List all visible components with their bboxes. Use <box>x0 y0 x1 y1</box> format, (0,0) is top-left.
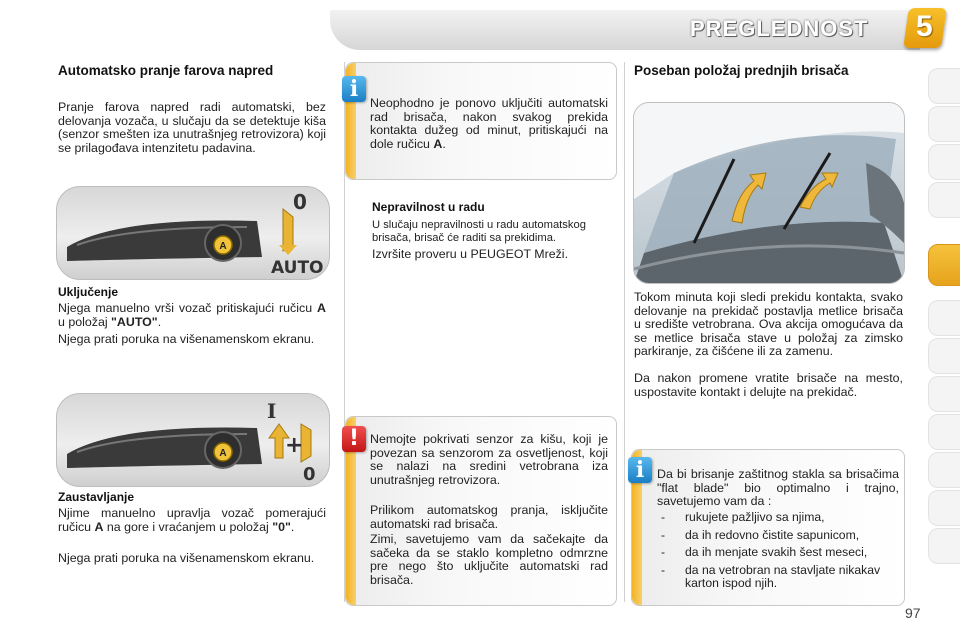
wiper-position-paragraph-2: Da nakon promene vratite brisače na mesto, uspostavite kontakt i delujte na prekidač. <box>634 371 903 399</box>
list-item: - da na vetrobran na stavljate nikakav karton ispod njih. <box>657 564 901 591</box>
note1-text-b: A <box>433 136 443 151</box>
chapter-tab-7[interactable] <box>928 338 960 374</box>
windscreen-illustration <box>633 102 905 284</box>
page-title: PREGLEDNOST <box>690 16 869 41</box>
fault-title: Nepravilnost u radu <box>372 200 485 214</box>
switch-on-text-b: A <box>317 301 326 315</box>
stalk-illustration-off <box>56 393 330 487</box>
flat-blade-advice-list <box>657 511 901 595</box>
section-title-headlamp-wash: Automatsko pranje farova napred <box>58 63 274 78</box>
windscreen-drawing <box>634 103 904 283</box>
fault-paragraph-2: Izvršite proveru u PEUGEOT Mreži. <box>372 247 569 261</box>
column-divider-2 <box>624 62 625 602</box>
stalk-off-drawing <box>57 394 329 486</box>
chapter-number: 5 <box>916 10 933 43</box>
info-icon: i <box>342 76 366 102</box>
position-one-label: I <box>267 399 277 423</box>
warning-paragraph-2: Prilikom automatskog pranja, isključite automatski rad brisača. <box>370 503 608 531</box>
stalk-auto-drawing <box>57 187 329 279</box>
note1-text-c: . <box>442 136 446 151</box>
warning-icon: ! <box>342 426 366 452</box>
info-note-reactivate-text <box>370 97 608 151</box>
position-plus-label: + <box>285 433 304 458</box>
chapter-tab-11[interactable] <box>928 490 960 526</box>
wiper-position-paragraph-1: Tokom minuta koji sledi prekidu kontakta, svako delovanje na prekidač postavlja metlice brisača u središte vetrobrana. Ova akcija omogućava da se metlice brisača stave u položaj za zimsko parkiranje, za čišćene ili za zamenu. <box>634 290 903 359</box>
chapter-tab-4[interactable] <box>928 182 960 218</box>
chapter-tab-10[interactable] <box>928 452 960 488</box>
switch-on-paragraph-2: Njega prati poruka na višenamenskom ekranu. <box>58 332 315 346</box>
stalk-illustration-auto <box>56 186 330 280</box>
page-number: 97 <box>905 605 921 621</box>
headlamp-wash-intro: Pranje farova napred radi automatski, bez delovanja vozača, u slučaju da se detektuje kiša (senzor smešten iza unutrašnjeg retrovizora) koji se prilagođava intenzitetu padavina. <box>58 100 326 155</box>
position-zero-label-2: 0 <box>303 464 316 485</box>
position-zero-label-1: 0 <box>293 190 307 214</box>
warning-paragraph-3: Zimi, savetujemo vam da sačekajte da sačeka da se staklo kompletno odmrzne pre nego što uključite automatski rad brisača. <box>370 532 608 587</box>
fault-paragraph-1: U slučaju nepravilnosti u radu automatskog brisača, brisač će raditi sa prekidima. <box>372 219 586 244</box>
switch-off-paragraph-2: Njega prati poruka na višenamenskom ekranu. <box>58 551 315 565</box>
ring-label-a-2: A <box>219 448 227 459</box>
list-item: - da ih menjate svakih šest meseci, <box>657 546 901 560</box>
chapter-tab-3[interactable] <box>928 144 960 180</box>
switch-on-text-a: Njega manuelno vrši vozač pritiskajući ručicu <box>58 301 318 315</box>
switch-off-text-c: na gore i vraćanjem u položaj <box>103 519 273 534</box>
warning-paragraph-1: Nemojte pokrivati senzor za kišu, koji je povezan sa senzorom za osvetljenost, koji se nalazi na sredini vetrobrana iza unutrašnjeg retrovizora. <box>370 432 608 487</box>
switch-off-text-d: "0" <box>272 519 291 534</box>
chapter-tab-12[interactable] <box>928 528 960 564</box>
chapter-tab-2[interactable] <box>928 106 960 142</box>
note1-text-a: Neophodno je ponovo uključiti automatski rad brisača, nakon svakog prekida kontakta dužeg od minut, pritiskajući na dole ručicu <box>370 96 608 151</box>
switch-on-text-e: . <box>157 314 162 329</box>
position-auto-label: AUTO <box>271 258 324 278</box>
switch-on-text-c: u položaj <box>58 314 112 329</box>
switch-on-text-d: "AUTO" <box>111 314 158 329</box>
chapter-tab-1[interactable] <box>928 68 960 104</box>
switch-off-text-b: A <box>94 519 104 534</box>
info-icon: i <box>628 457 652 483</box>
switch-off-text-e: . <box>290 519 295 534</box>
switch-on-title: Uključenje <box>58 285 119 299</box>
section-title-wiper-position: Poseban položaj prednjih brisača <box>634 63 849 78</box>
chapter-tab-5-active[interactable] <box>928 244 960 286</box>
switch-off-title: Zaustavljanje <box>58 490 135 504</box>
list-item: - da ih redovno čistite sapunicom, <box>657 529 901 543</box>
flat-blade-intro: Da bi brisanje zaštitnog stakla sa brisačima "flat blade" bio optimalno i trajno, savetujemo vam da : <box>657 467 899 509</box>
switch-off-text-a: Njime manuelno upravlja vozač pomerajući ručicu <box>58 506 326 534</box>
switch-on-paragraph-1 <box>58 302 326 329</box>
switch-off-paragraph-1 <box>58 507 326 534</box>
chapter-tab-6[interactable] <box>928 300 960 336</box>
ring-label-a-1: A <box>219 241 227 252</box>
chapter-tab-9[interactable] <box>928 414 960 450</box>
chapter-tab-8[interactable] <box>928 376 960 412</box>
list-item: - rukujete pažljivo sa njima, <box>657 511 901 525</box>
